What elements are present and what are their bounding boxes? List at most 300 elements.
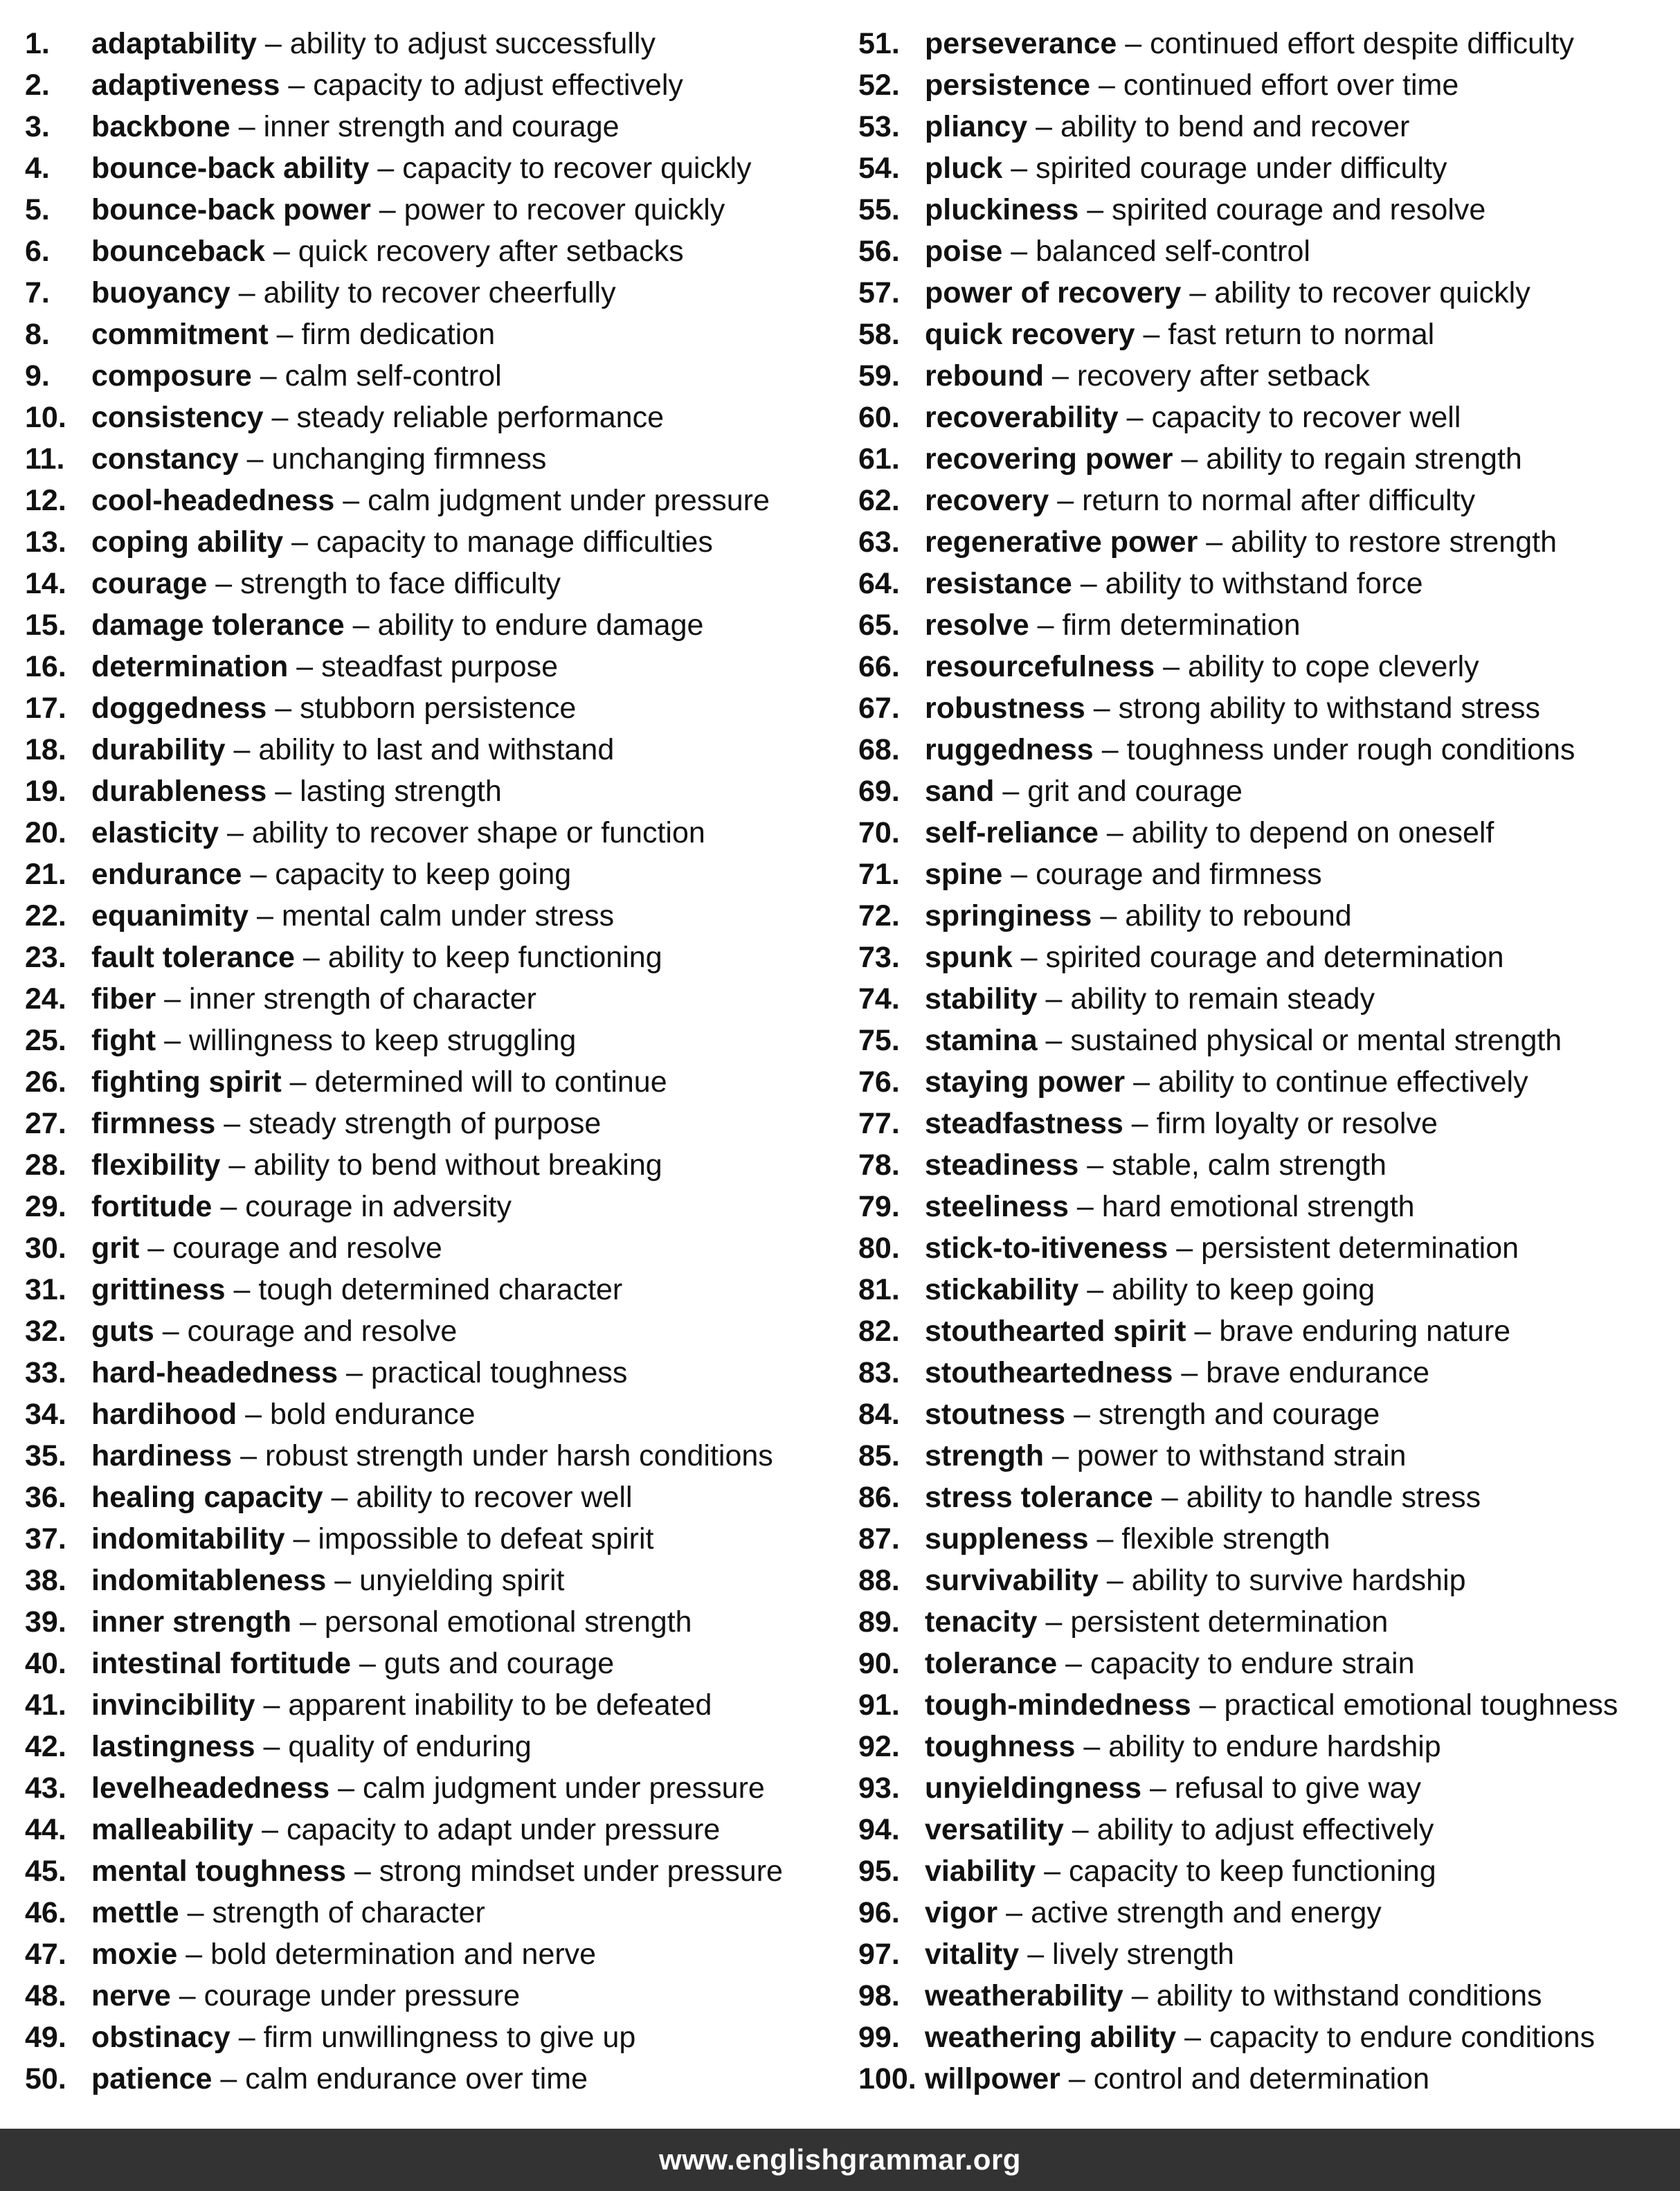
entry-dash: – [1087,193,1104,226]
entry-dash: – [354,1855,371,1888]
entry-word: willpower [925,2062,1060,2095]
list-item [858,1892,1675,1933]
entry-number: 93. [858,1771,900,1805]
entry-definition: inner strength and courage [263,110,620,143]
entry-definition: refusal to give way [1174,1771,1421,1805]
entry-dash: – [186,1938,203,1971]
entry-definition: impossible to defeat spirit [318,1522,654,1556]
entry-number: 1. [25,27,50,60]
list-item [858,1269,1675,1310]
entry-dash: – [1093,692,1110,725]
entry-word: steadfastness [925,1107,1123,1140]
entry-dash: – [1044,1855,1060,1888]
entry-definition: control and determination [1093,2062,1429,2095]
entry-dash: – [233,1273,251,1306]
entry-dash: – [331,1481,348,1514]
entry-dash: – [1011,152,1028,185]
entry-dash: – [1011,235,1028,268]
list-item [25,231,835,272]
entry-word: viability [925,1855,1036,1888]
entry-dash: – [289,1065,307,1099]
entry-word: doggedness [91,692,267,725]
entry-number: 56. [858,235,900,268]
list-item [858,231,1675,272]
entry-word: hardihood [91,1398,237,1431]
entry-dash: – [224,1107,241,1140]
entry-word: tolerance [925,1647,1058,1680]
list-item [858,397,1675,438]
entry-word: mettle [91,1896,179,1929]
list-item [858,1061,1675,1103]
entry-definition: continued effort over time [1123,69,1459,102]
entry-word: fight [91,1024,156,1057]
entry-dash: – [240,1439,258,1472]
entry-dash: – [147,1232,165,1265]
entry-dash: – [346,1356,363,1389]
entry-dash: – [1076,1190,1094,1223]
list-item [858,770,1675,812]
entry-word: levelheadedness [91,1771,330,1805]
entry-definition: ability to recover shape or function [251,816,705,849]
entry-dash: – [1106,1564,1123,1597]
entry-word: adaptability [91,27,257,60]
entry-dash: – [359,1647,376,1680]
list-item [25,1601,835,1643]
entry-definition: balanced self-control [1036,235,1310,268]
entry-word: sand [925,775,995,808]
entry-word: moxie [91,1938,178,1971]
entry-number: 48. [25,1979,66,2012]
entry-number: 23. [25,941,66,974]
entry-number: 22. [25,899,66,932]
entry-number: 75. [858,1024,900,1057]
entry-word: courage [91,567,208,600]
entry-dash: – [1100,899,1117,932]
list-item [858,1518,1675,1560]
list-item [858,1601,1675,1643]
entry-definition: toughness under rough conditions [1126,733,1575,766]
entry-number: 7. [25,276,50,309]
entry-dash: – [1126,401,1144,434]
entry-word: vigor [925,1896,998,1929]
entry-word: cool-headedness [91,484,335,517]
list-item [858,604,1675,646]
entry-number: 74. [858,982,900,1016]
entry-definition: lively strength [1052,1938,1234,1971]
entry-definition: firm unwillingness to give up [263,2021,636,2054]
entry-dash: – [1011,858,1028,891]
list-item [858,1850,1675,1892]
entry-definition: bold endurance [270,1398,476,1431]
list-item [858,854,1675,895]
list-item [25,2058,835,2100]
list-item [25,1310,835,1352]
entry-number: 29. [25,1190,66,1223]
entry-definition: strength of character [212,1896,485,1929]
entry-dash: – [1133,1065,1150,1099]
entry-definition: steadfast purpose [321,650,558,683]
entry-word: fault tolerance [91,941,295,974]
entry-definition: capacity to keep functioning [1068,1855,1436,1888]
list-item [858,355,1675,397]
entry-number: 71. [858,858,900,891]
list-item [858,1643,1675,1684]
entry-word: invincibility [91,1688,255,1722]
entry-definition: courage under pressure [204,1979,521,2012]
entry-definition: ability to endure hardship [1108,1730,1441,1763]
entry-dash: – [1002,775,1020,808]
list-item [858,147,1675,189]
entry-word: composure [91,359,252,393]
entry-dash: – [1065,1647,1083,1680]
entry-word: resolve [925,608,1029,642]
entry-word: stress tolerance [925,1481,1153,1514]
entry-definition: personal emotional strength [324,1605,692,1639]
footer-bar [0,2129,1680,2191]
entry-number: 18. [25,733,66,766]
entry-number: 80. [858,1232,900,1265]
entry-definition: flexible strength [1121,1522,1330,1556]
entry-number: 69. [858,775,900,808]
entry-definition: power to withstand strain [1076,1439,1407,1472]
entry-dash: – [293,1522,310,1556]
entry-definition: courage and resolve [172,1232,442,1265]
entry-word: bounceback [91,235,265,268]
entry-definition: ability to bend without breaking [253,1148,662,1182]
entry-dash: – [1096,1522,1114,1556]
entry-definition: robust strength under harsh conditions [264,1439,773,1472]
entry-dash: – [1087,1273,1104,1306]
entry-dash: – [1074,1398,1090,1431]
entry-word: resourcefulness [925,650,1155,683]
entry-definition: willingness to keep struggling [188,1024,577,1057]
entry-definition: active strength and energy [1030,1896,1382,1929]
entry-word: inner strength [91,1605,292,1639]
entry-dash: – [1189,276,1207,309]
entry-word: spine [925,858,1003,891]
entry-word: fighting spirit [91,1065,282,1099]
entry-dash: – [276,318,293,351]
entry-number: 97. [858,1938,900,1971]
entry-definition: ability to withstand conditions [1156,1979,1542,2012]
entry-definition: capacity to recover well [1151,401,1461,434]
list-item [25,854,835,895]
entry-number: 83. [858,1356,900,1389]
entry-definition: strength and courage [1098,1398,1380,1431]
list-item [858,64,1675,106]
entry-dash: – [164,1024,181,1057]
list-item [858,106,1675,147]
list-item [858,729,1675,770]
entry-definition: ability to adjust successfully [289,27,656,60]
list-item [25,937,835,978]
entry-definition: spirited courage and determination [1045,941,1504,974]
entry-word: steadiness [925,1148,1079,1182]
list-item [25,189,835,231]
entry-word: robustness [925,692,1085,725]
list-item [25,314,835,355]
list-item [25,1933,835,1975]
entry-definition: ability to keep functioning [327,941,662,974]
entry-dash: – [300,1605,316,1639]
entry-number: 76. [858,1065,900,1099]
entry-definition: bold determination and nerve [210,1938,597,1971]
entry-dash: – [1161,1481,1178,1514]
entry-definition: ability to remain steady [1070,982,1375,1016]
entry-number: 84. [858,1398,900,1431]
list-item [25,1684,835,1726]
entry-definition: fast return to normal [1168,318,1435,351]
entry-dash: – [263,1688,280,1722]
entry-number: 27. [25,1107,66,1140]
entry-dash: – [1068,2062,1085,2095]
entry-word: endurance [91,858,242,891]
entry-dash: – [262,1813,279,1846]
entry-dash: – [1098,69,1115,102]
entry-number: 52. [858,69,900,102]
entry-word: grit [91,1232,140,1265]
entry-dash: – [1199,1688,1216,1722]
list-item [858,1394,1675,1435]
entry-number: 30. [25,1232,66,1265]
entry-word: patience [91,2062,213,2095]
entry-definition: practical toughness [370,1356,628,1389]
entry-word: weatherability [925,1979,1123,2012]
list-item [25,1227,835,1269]
entry-number: 46. [25,1896,66,1929]
entry-definition: ability to restore strength [1231,525,1557,559]
list-item [858,1103,1675,1144]
entry-dash: – [1149,1771,1166,1805]
list-item [858,189,1675,231]
entry-number: 32. [25,1315,66,1348]
entry-definition: guts and courage [383,1647,615,1680]
entry-dash: – [260,359,277,393]
entry-dash: – [1131,1979,1148,2012]
list-item [858,563,1675,604]
list-item [858,1186,1675,1227]
list-item [25,1020,835,1061]
entry-word: rebound [925,359,1044,393]
entry-number: 14. [25,567,66,600]
entry-definition: power to recover quickly [404,193,725,226]
footer-website-url[interactable]: www.englishgrammar.org [659,2143,1021,2176]
entry-word: vitality [925,1938,1020,1971]
list-item [858,1933,1675,1975]
entry-number: 90. [858,1647,900,1680]
entry-definition: return to normal after difficulty [1082,484,1476,517]
entry-number: 2. [25,69,50,102]
entry-definition: hard emotional strength [1101,1190,1415,1223]
list-item [25,23,835,64]
entry-word: pluck [925,152,1003,185]
entry-dash: – [1194,1315,1211,1348]
entry-number: 55. [858,193,900,226]
list-item [25,895,835,937]
entry-definition: determined will to continue [314,1065,667,1099]
list-item [25,521,835,563]
entry-number: 89. [858,1605,900,1639]
entry-word: poise [925,235,1003,268]
list-item [25,1726,835,1767]
entry-dash: – [291,525,309,559]
entry-word: bounce-back power [91,193,371,226]
list-item [858,1352,1675,1394]
list-item [25,1477,835,1518]
list-item [25,1435,835,1477]
entry-word: coping ability [91,525,284,559]
entry-number: 79. [858,1190,900,1223]
entry-number: 58. [858,318,900,351]
entry-word: elasticity [91,816,219,849]
entry-word: stickability [925,1273,1079,1306]
entry-word: tough-mindedness [925,1688,1191,1722]
entry-definition: ability to last and withstand [258,733,615,766]
entry-number: 65. [858,608,900,642]
entry-definition: courage in adversity [245,1190,512,1223]
entry-number: 67. [858,692,900,725]
entry-number: 51. [858,27,900,60]
list-item [25,687,835,729]
entry-number: 78. [858,1148,900,1182]
entry-definition: ability to withstand force [1105,567,1423,600]
entry-dash: – [1072,1813,1089,1846]
entry-number: 4. [25,152,50,185]
entry-word: durableness [91,775,267,808]
entry-dash: – [187,1896,204,1929]
list-item [858,1144,1675,1186]
list-item [25,1643,835,1684]
entry-definition: strong ability to withstand stress [1118,692,1541,725]
entry-word: backbone [91,110,231,143]
list-item [25,355,835,397]
entry-word: stick-to-itiveness [925,1232,1168,1265]
entry-definition: ability to handle stress [1186,1481,1481,1514]
list-item [858,895,1675,937]
entry-number: 60. [858,401,900,434]
entry-word: intestinal fortitude [91,1647,352,1680]
entry-definition: ability to regain strength [1206,442,1522,476]
entry-number: 42. [25,1730,66,1763]
entry-dash: – [288,69,305,102]
entry-number: 21. [25,858,66,891]
list-item [858,646,1675,687]
entry-number: 77. [858,1107,900,1140]
list-item [25,812,835,854]
entry-number: 92. [858,1730,900,1763]
entry-word: recovering power [925,442,1173,476]
entry-dash: – [338,1771,355,1805]
entry-number: 54. [858,152,900,185]
entry-dash: – [1181,442,1198,476]
entry-number: 47. [25,1938,66,1971]
entry-number: 85. [858,1439,900,1472]
entry-definition: courage and resolve [187,1315,458,1348]
entry-number: 38. [25,1564,66,1597]
list-item [25,272,835,314]
entry-number: 19. [25,775,66,808]
entry-word: suppleness [925,1522,1089,1556]
list-item [858,1975,1675,2017]
entry-number: 66. [858,650,900,683]
entry-word: strength [925,1439,1044,1472]
list-item [858,812,1675,854]
list-item [25,1103,835,1144]
list-item [858,1767,1675,1809]
entry-number: 49. [25,2021,66,2054]
entry-dash: – [379,193,396,226]
entry-definition: brave enduring nature [1219,1315,1511,1348]
entry-number: 95. [858,1855,900,1888]
entry-dash: – [1057,484,1074,517]
list-item [858,2017,1675,2058]
list-item [858,1477,1675,1518]
entry-number: 86. [858,1481,900,1514]
entry-number: 33. [25,1356,66,1389]
entry-dash: – [1106,816,1123,849]
entry-number: 17. [25,692,66,725]
entry-word: indomitableness [91,1564,327,1597]
entry-dash: – [1101,733,1119,766]
entry-word: steeliness [925,1190,1069,1223]
entry-number: 96. [858,1896,900,1929]
entry-definition: quality of enduring [288,1730,532,1763]
entry-word: fiber [91,982,156,1016]
list-item [858,1726,1675,1767]
entry-dash: – [1037,608,1054,642]
entry-definition: strength to face difficulty [240,567,561,600]
entry-definition: ability to adjust effectively [1096,1813,1434,1846]
entry-word: consistency [91,401,264,434]
entry-dash: – [1087,1148,1104,1182]
word-list-left-column [25,23,835,2100]
entry-dash: – [1045,982,1063,1016]
entry-definition: ability to endure damage [377,608,704,642]
entry-number: 40. [25,1647,66,1680]
entry-word: stoutheartedness [925,1356,1173,1389]
entry-definition: continued effort despite difficulty [1150,27,1574,60]
entry-definition: calm judgment under pressure [363,1771,765,1805]
entry-word: fortitude [91,1190,213,1223]
entry-definition: lasting strength [300,775,502,808]
entry-dash: – [264,27,282,60]
entry-dash: – [256,899,273,932]
entry-definition: ability to rebound [1125,899,1352,932]
entry-number: 99. [858,2021,900,2054]
entry-dash: – [238,276,255,309]
entry-word: determination [91,650,289,683]
entry-dash: – [1125,27,1142,60]
entry-dash: – [352,608,370,642]
list-item [25,397,835,438]
entry-number: 98. [858,1979,900,2012]
entry-definition: tough determined character [258,1273,623,1306]
entry-definition: recovery after setback [1076,359,1370,393]
entry-word: stouthearted spirit [925,1315,1186,1348]
entry-number: 45. [25,1855,66,1888]
entry-dash: – [1083,1730,1101,1763]
entry-definition: mental calm under stress [281,899,615,932]
entry-dash: – [238,2021,255,2054]
entry-number: 70. [858,816,900,849]
entry-definition: ability to recover cheerfully [263,276,616,309]
entry-number: 50. [25,2062,66,2095]
list-item [25,1767,835,1809]
list-item [858,1684,1675,1726]
entry-definition: unyielding spirit [359,1564,565,1597]
list-item [25,604,835,646]
entry-dash: – [1206,525,1223,559]
